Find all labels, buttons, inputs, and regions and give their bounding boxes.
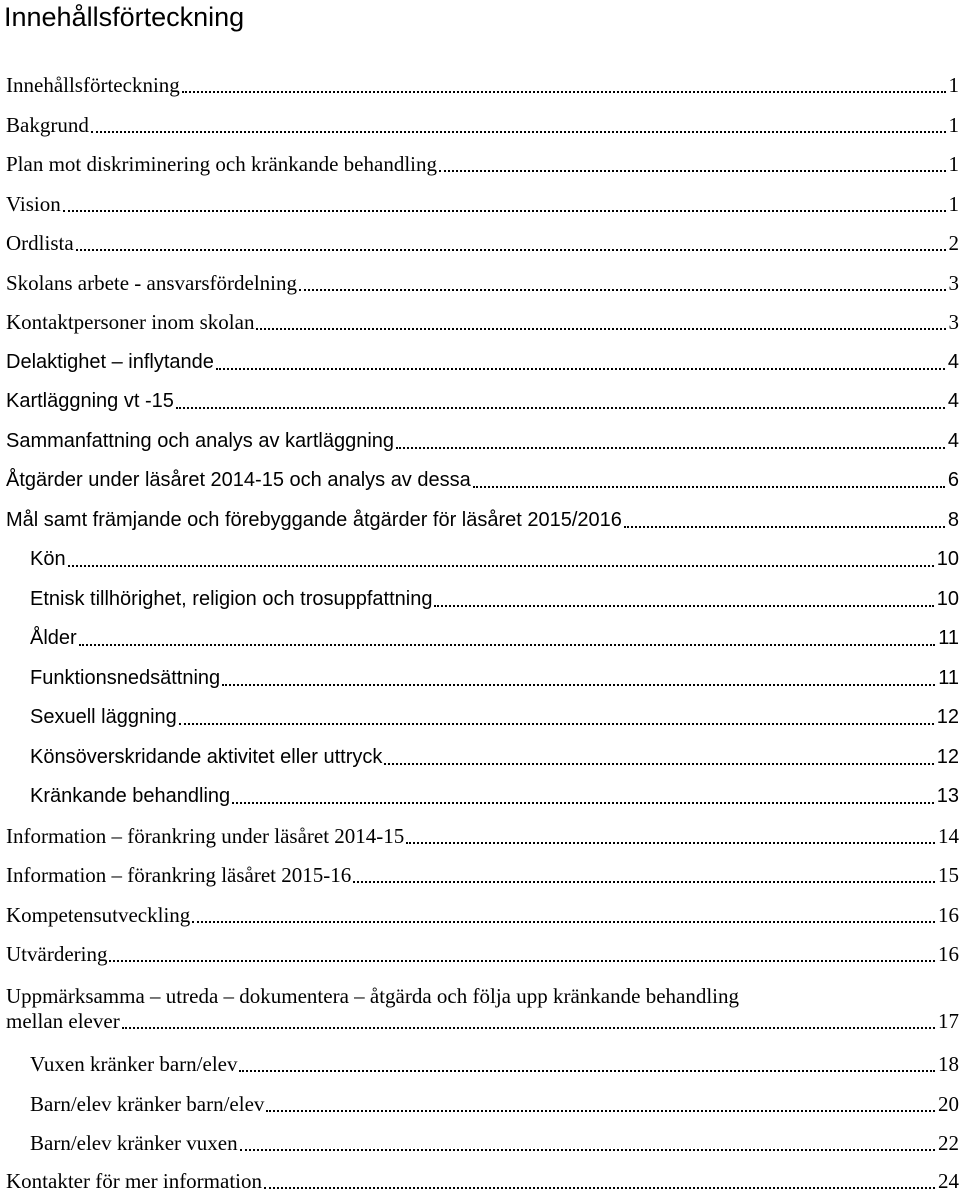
toc-entry[interactable]	[6, 465, 959, 493]
toc-entry-page: 4	[947, 390, 959, 412]
dot-leader	[239, 1070, 935, 1072]
dot-leader	[624, 526, 945, 528]
toc-entry[interactable]	[6, 426, 959, 454]
dot-leader	[91, 131, 946, 133]
toc-entry-page: 11	[938, 667, 959, 689]
toc-entry-label: Könsöverskridande aktivitet eller uttryck	[30, 746, 383, 768]
toc-entry-page: 2	[948, 231, 959, 255]
toc-entry[interactable]	[6, 821, 959, 849]
toc-entry-page: 18	[938, 1052, 959, 1076]
toc-entry-page: 17	[938, 1009, 959, 1033]
toc-entry-label: Plan mot diskriminering och kränkande behandling	[6, 152, 437, 176]
toc-entry-label: Vision	[6, 192, 61, 216]
toc-entry-label: Sexuell läggning	[30, 706, 177, 728]
dot-leader	[68, 565, 934, 567]
toc-entry-page: 12	[936, 706, 959, 728]
toc-entry-label: Barn/elev kränker vuxen	[30, 1131, 238, 1155]
toc-entry-page: 1	[948, 73, 959, 97]
dot-leader	[182, 91, 946, 93]
toc-entry-page: 6	[947, 469, 959, 491]
toc-entry[interactable]	[6, 347, 959, 375]
dot-leader	[122, 1027, 935, 1029]
toc-entry-page: 15	[938, 863, 959, 887]
toc-entry[interactable]	[6, 505, 959, 533]
toc-subentry[interactable]	[30, 1049, 959, 1077]
dot-leader	[176, 407, 945, 409]
toc-subentry[interactable]	[30, 623, 959, 651]
toc-entry-label: Kränkande behandling	[30, 785, 231, 807]
toc-entry-page: 16	[938, 903, 959, 927]
dot-leader	[222, 684, 935, 686]
toc-entry-label: Sammanfattning och analys av kartläggning	[6, 430, 395, 452]
toc-entry[interactable]	[6, 939, 959, 967]
dot-leader	[299, 289, 946, 291]
toc-entry-label: Delaktighet – inflytande	[6, 351, 214, 373]
toc-entry[interactable]	[6, 70, 959, 98]
toc-entry[interactable]	[6, 110, 959, 138]
dot-leader	[266, 1110, 935, 1112]
toc-entry-label: Kartläggning vt -15	[6, 390, 174, 412]
toc-entry[interactable]	[6, 1166, 959, 1194]
dot-leader	[264, 1187, 935, 1189]
toc-entry-page: 14	[938, 824, 959, 848]
toc-entry-page: 8	[947, 509, 959, 531]
dot-leader	[396, 447, 945, 449]
dot-leader	[384, 763, 933, 765]
toc-entry-page: 12	[936, 746, 959, 768]
toc-entry-page: 1	[948, 152, 959, 176]
toc-entry-page: 1	[948, 192, 959, 216]
toc-subentry[interactable]	[30, 663, 959, 691]
toc-entry[interactable]	[6, 268, 959, 296]
toc-entry[interactable]	[6, 900, 959, 928]
toc-subentry[interactable]	[30, 1089, 959, 1117]
toc-entry-page: 10	[936, 588, 959, 610]
toc-entry-label: Kontakter för mer information	[6, 1169, 262, 1193]
dot-leader	[439, 170, 946, 172]
toc-entry-label: Funktionsnedsättning	[30, 667, 221, 689]
dot-leader	[232, 802, 934, 804]
toc-entry-page: 4	[947, 351, 959, 373]
toc-entry-label: Utvärdering	[6, 942, 108, 966]
toc-entry-page: 1	[948, 113, 959, 137]
toc-entry-label: Information – förankring under läsåret 2014-15	[6, 824, 405, 848]
dot-leader	[353, 881, 935, 883]
toc-title: Innehållsförteckning	[4, 2, 245, 32]
toc-entry-label: Innehållsförteckning	[6, 73, 180, 97]
toc-entry-page: 11	[938, 627, 959, 649]
toc-entry-line2	[6, 1009, 959, 1034]
toc-entry-page: 16	[938, 942, 959, 966]
toc-entry-label: Ålder	[30, 627, 77, 649]
dot-leader	[240, 1149, 935, 1151]
toc-entry-label: Uppmärksamma – utreda – dokumentera – åtgärda och följa upp kränkande behandling	[6, 984, 740, 1008]
toc-entry-label: Skolans arbete - ansvarsfördelning	[6, 271, 297, 295]
toc-entry[interactable]	[6, 860, 959, 888]
dot-leader	[473, 486, 945, 488]
toc-entry-page: 22	[938, 1131, 959, 1155]
toc-entry-label: Vuxen kränker barn/elev	[30, 1052, 238, 1076]
toc-entry-label: Mål samt främjande och förebyggande åtgärder för läsåret 2015/2016	[6, 509, 622, 531]
dot-leader	[434, 605, 933, 607]
dot-leader	[63, 210, 946, 212]
toc-entry[interactable]	[6, 307, 959, 335]
toc-entry[interactable]	[6, 978, 959, 1034]
toc-entry-page: 3	[948, 271, 959, 295]
toc-entry-label: Bakgrund	[6, 113, 89, 137]
dot-leader	[109, 960, 935, 962]
toc-entry-label-continued: mellan elever	[6, 1009, 120, 1033]
dot-leader	[79, 644, 936, 646]
toc-subentry[interactable]	[30, 544, 959, 572]
toc-entry-label: Etnisk tillhörighet, religion och trosuppfattning	[30, 588, 433, 610]
toc-subentry[interactable]	[30, 584, 959, 612]
toc-entry-label: Åtgärder under läsåret 2014-15 och analys av dessa	[6, 469, 471, 491]
dot-leader	[192, 921, 935, 923]
toc-entry-label: Kontaktpersoner inom skolan	[6, 310, 255, 334]
dot-leader	[179, 723, 934, 725]
toc-entry-label: Information – förankring läsåret 2015-16	[6, 863, 352, 887]
dot-leader	[76, 249, 946, 251]
dot-leader	[256, 328, 945, 330]
toc-entry-page: 3	[948, 310, 959, 334]
toc-entry[interactable]	[6, 386, 959, 414]
toc-entry-label: Barn/elev kränker barn/elev	[30, 1092, 265, 1116]
dot-leader	[406, 842, 935, 844]
toc-entry-page: 24	[938, 1169, 959, 1193]
dot-leader	[216, 368, 945, 370]
toc-entry-page: 10	[936, 548, 959, 570]
toc-entry-page: 13	[936, 785, 959, 807]
toc-entry-page: 4	[947, 430, 959, 452]
toc-entry-label: Ordlista	[6, 231, 74, 255]
toc-entry-label: Kompetensutveckling	[6, 903, 191, 927]
toc-entry-page: 20	[938, 1092, 959, 1116]
toc-subentry[interactable]	[30, 1128, 959, 1156]
toc-entry[interactable]	[6, 189, 959, 217]
toc-subentry[interactable]	[30, 702, 959, 730]
toc-entry[interactable]	[6, 228, 959, 256]
toc-subentry[interactable]	[30, 781, 959, 809]
toc-entry[interactable]	[6, 149, 959, 177]
toc-subentry[interactable]	[30, 742, 959, 770]
toc-entry-label: Kön	[30, 548, 66, 570]
